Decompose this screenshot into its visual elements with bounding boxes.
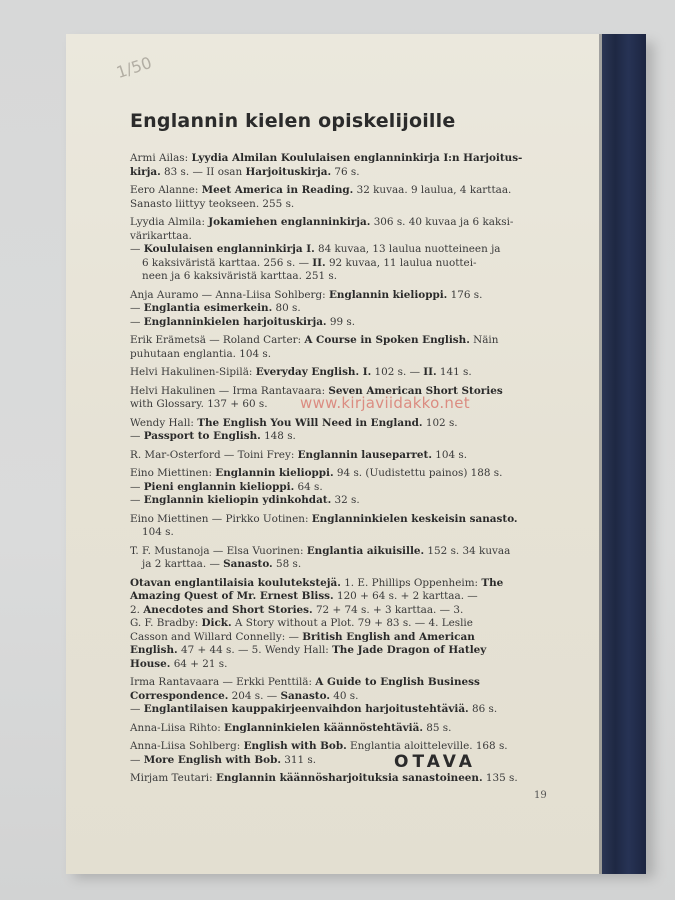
entry-text: 99 s. (326, 315, 356, 328)
entry-text: 204 s. — (228, 689, 281, 702)
entry-line (130, 430, 550, 444)
entry-text: Helvi Hakulinen-Sipilä: (130, 366, 256, 378)
entry-line (130, 257, 550, 271)
book-spine (602, 34, 646, 874)
book-entry (130, 577, 550, 672)
entry-line (130, 703, 550, 717)
book-entry (130, 772, 550, 786)
entry-text: Anja Auramo — Anna-Liisa Sohlberg: (130, 288, 329, 301)
entry-text: — (130, 302, 144, 314)
entry-text: — (130, 494, 144, 506)
entry-text: R. Mar-Osterford — Toini Frey: (130, 448, 298, 461)
book-title: Englantia esimerkein. (143, 302, 273, 314)
entry-text: 102 s. — (371, 366, 424, 378)
book-title: English with Bob. (243, 740, 347, 752)
entry-line (130, 545, 550, 559)
book-title: Sanasto. (280, 689, 330, 702)
entry-line (130, 289, 550, 303)
entry-text: Anna-Liisa Rihto: (130, 721, 225, 734)
entry-line (130, 631, 550, 645)
book-title: Englannin käännösharjoituksia sanastoineen. (215, 772, 483, 784)
entry-line (130, 198, 550, 212)
entry-text: Mirjam Teutari: (130, 772, 216, 784)
entry-line (130, 334, 550, 348)
entry-text: Wendy Hall: (130, 416, 198, 429)
entry-text: 40 s. (329, 689, 359, 702)
book-title: The English You Will Need in England. (197, 416, 423, 429)
entry-line (130, 590, 550, 604)
book-entry (130, 152, 550, 179)
entry-text: Erik Erämetsä — Roland Carter: (130, 334, 305, 346)
entry-text: 120 + 64 s. + 2 karttaa. — (333, 590, 478, 602)
entry-text: 80 s. (272, 302, 301, 314)
entry-text: Eino Miettinen — Pirkko Uotinen: (130, 512, 312, 525)
entry-text: 94 s. (Uudistettu painos) 188 s. (333, 467, 503, 479)
book-entry (130, 417, 550, 444)
entry-line (130, 449, 550, 463)
entry-text: 92 kuvaa, 11 laulua nuottei- (325, 256, 477, 269)
book-title: The Jade Dragon of Hatley (332, 644, 487, 656)
entry-line (130, 754, 550, 768)
entry-text: 176 s. (447, 288, 483, 301)
book-entry (130, 334, 550, 361)
book-entry (130, 289, 550, 330)
entry-text: 306 s. 40 kuvaa ja 6 kaksi- (370, 216, 514, 228)
book-title: Amazing Quest of Mr. Ernest Bliss. (130, 590, 334, 602)
book-back-cover (66, 34, 646, 874)
book-entry (130, 467, 550, 508)
entry-line (130, 417, 550, 431)
entry-text: 64 + 21 s. (170, 657, 228, 670)
book-title: Lyydia Almilan Koululaisen englanninkirja I:n Harjoitus- (191, 152, 523, 164)
entry-text: Casson and Willard Connelly: — (130, 630, 303, 643)
entry-text: with Glossary. 137 + 60 s. (130, 398, 268, 410)
book-title: English. (130, 644, 178, 656)
entry-text: neen ja 6 kaksiväristä karttaa. 251 s. (142, 270, 337, 282)
entry-text: — (130, 430, 144, 442)
book-title: Englannin kielioppi. (215, 467, 334, 479)
entry-text: 135 s. (482, 772, 518, 784)
book-title: A Guide to English Business (315, 676, 480, 688)
entry-text: 6 kaksiväristä karttaa. 256 s. — (142, 256, 313, 269)
book-list (130, 152, 550, 791)
entry-line (130, 316, 550, 330)
entry-line (130, 722, 550, 736)
entry-text: 104 s. (142, 526, 174, 538)
entry-text: — (130, 480, 144, 493)
book-entry (130, 545, 550, 572)
entry-line (130, 617, 550, 631)
book-title: Passport to English. (143, 430, 261, 442)
book-title: Englanninkielen keskeisin sanasto. (311, 512, 518, 525)
entry-line (130, 481, 550, 495)
entry-text: Anna-Liisa Sohlberg: (130, 740, 244, 752)
book-title: Seven American Short Stories (328, 384, 503, 397)
entry-text: 84 kuvaa, 13 laulua nuotteineen ja (314, 243, 501, 255)
entry-text: 72 + 74 s. + 3 karttaa. — 3. (312, 603, 464, 616)
entry-line (130, 348, 550, 362)
book-title: A Course in Spoken English. (304, 334, 470, 346)
entry-line (130, 690, 550, 704)
book-title: Anecdotes and Short Stories. (143, 603, 313, 616)
entry-text: Englantia aloitteleville. 168 s. (346, 740, 508, 752)
cover-heading: Englannin kielen opiskelijoille (130, 110, 456, 132)
book-title: Englantia aikuisille. (306, 544, 425, 557)
book-title: Sanasto. (223, 558, 273, 570)
entry-text: A Story without a Plot. 79 + 83 s. — 4. Leslie (231, 617, 473, 629)
entry-line (130, 772, 550, 786)
entry-line (130, 513, 550, 527)
book-title: II. (312, 256, 326, 269)
book-title: Pieni englannin kielioppi. (143, 480, 295, 493)
entry-text: 2. (130, 603, 144, 616)
entry-line (130, 604, 550, 618)
entry-line (130, 184, 550, 198)
entry-line (130, 494, 550, 508)
entry-text: 102 s. (422, 416, 458, 429)
book-title: Jokamiehen englanninkirja. (208, 216, 371, 228)
cover-page (66, 34, 602, 874)
entry-text: 32 kuvaa. 9 laulua, 4 karttaa. (353, 184, 512, 196)
book-title: Everyday English. I. (255, 366, 372, 378)
book-entry (130, 676, 550, 717)
book-title: Meet America in Reading. (201, 184, 354, 196)
page-number: 19 (534, 790, 547, 801)
book-entry (130, 513, 550, 540)
pencil-mark: 1/50 (113, 52, 154, 83)
entry-text: 141 s. (436, 366, 472, 378)
book-title: The (481, 576, 504, 589)
entry-text: Sanasto liittyy teokseen. 255 s. (130, 197, 295, 210)
book-title: More English with Bob. (143, 753, 281, 766)
book-title: British English and American (302, 630, 475, 643)
entry-text: 76 s. (331, 165, 360, 178)
book-entry (130, 184, 550, 211)
book-entry (130, 740, 550, 767)
entry-text: Irma Rantavaara — Erkki Penttilä: (130, 676, 316, 688)
book-title: Englannin lauseparret. (297, 448, 432, 461)
entry-line (130, 526, 550, 540)
entry-text: värikarttaa. (130, 229, 192, 242)
entry-text: 83 s. — II osan (160, 165, 246, 178)
entry-line (130, 152, 550, 166)
book-title: Englanninkielen käännöstehtäviä. (224, 721, 423, 734)
entry-line (130, 467, 550, 481)
entry-text: Näin (469, 334, 499, 346)
entry-text: 152 s. 34 kuvaa (424, 544, 511, 557)
watermark: www.kirjaviidakko.net (300, 394, 470, 412)
book-entry (130, 366, 550, 380)
entry-text: 148 s. (260, 430, 296, 442)
entry-text: ja 2 karttaa. — (142, 558, 224, 570)
entry-text: Eino Miettinen: (130, 467, 216, 479)
book-title: Correspondence. (130, 689, 229, 702)
entry-line (130, 558, 550, 572)
entry-text: — (130, 703, 144, 715)
entry-text: 86 s. (468, 703, 498, 715)
entry-line (130, 676, 550, 690)
entry-line (130, 302, 550, 316)
entry-text: Eero Alanne: (130, 184, 202, 196)
entry-text: 104 s. (431, 448, 468, 461)
entry-line (130, 658, 550, 672)
entry-text: — (130, 315, 144, 328)
entry-line (130, 644, 550, 658)
entry-line (130, 577, 550, 591)
book-entry (130, 722, 550, 736)
book-title: kirja. (130, 165, 161, 178)
book-title: Dick. (201, 617, 232, 629)
book-title: Otavan englantilaisia koulutekstejä. (130, 576, 341, 589)
book-title: Englannin kielioppi. (328, 288, 448, 301)
entry-text: — (130, 243, 144, 255)
entry-line (130, 230, 550, 244)
book-title: Harjoituskirja. (245, 165, 332, 178)
book-entry (130, 449, 550, 463)
entry-text: 47 + 44 s. — 5. Wendy Hall: (177, 644, 333, 656)
book-title: Englantilaisen kauppakirjeenvaihdon harjoitustehtäviä. (143, 703, 469, 715)
book-title: Koululaisen englanninkirja I. (143, 243, 315, 255)
entry-text: 85 s. (422, 721, 452, 734)
entry-line (130, 216, 550, 230)
book-title: House. (130, 657, 171, 670)
entry-line (130, 270, 550, 284)
entry-line (130, 366, 550, 380)
book-title: Englannin kieliopin ydinkohdat. (143, 494, 332, 506)
book-title: II. (423, 366, 437, 378)
entry-text: 58 s. (272, 558, 302, 570)
entry-text: 64 s. (294, 480, 323, 493)
entry-text: — (130, 753, 144, 766)
book-title: Englanninkielen harjoituskirja. (143, 315, 327, 328)
entry-line (130, 740, 550, 754)
entry-text: Helvi Hakulinen — Irma Rantavaara: (130, 384, 329, 397)
entry-text: Lyydia Almila: (130, 216, 209, 228)
entry-text: G. F. Bradby: (130, 617, 202, 629)
entry-text: 32 s. (331, 494, 360, 506)
entry-text: T. F. Mustanoja — Elsa Vuorinen: (130, 544, 307, 557)
entry-text: Armi Ailas: (130, 152, 192, 164)
entry-text: puhutaan englantia. 104 s. (130, 347, 272, 360)
entry-line (130, 166, 550, 180)
entry-line (130, 243, 550, 257)
entry-text: 311 s. (280, 753, 317, 766)
publisher-name: OTAVA (394, 752, 476, 772)
entry-text: 1. E. Phillips Oppenheim: (340, 576, 482, 589)
book-entry (130, 216, 550, 284)
